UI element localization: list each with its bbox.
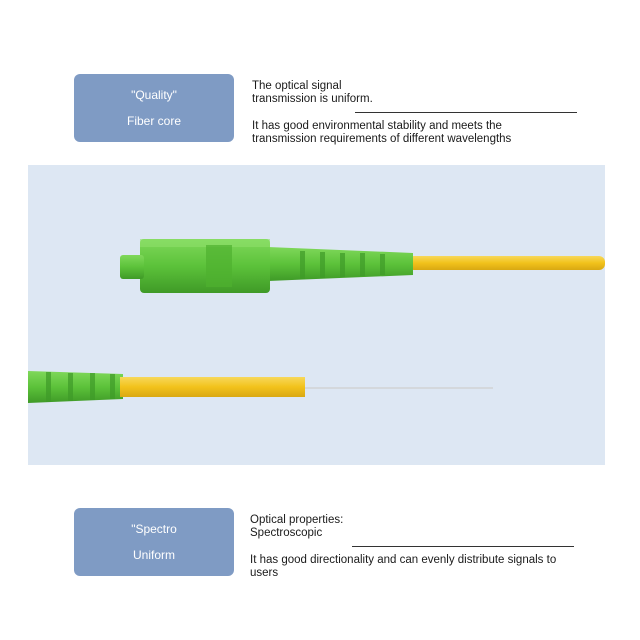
top-description-2: [252, 120, 582, 146]
spectro-uniform-badge: [74, 508, 234, 576]
badge-spectro-label: "Spectro: [131, 522, 177, 536]
sc-connector-top: [120, 239, 605, 293]
quality-fiber-core-badge: [74, 74, 234, 142]
badge-quality-label: "Quality": [131, 88, 177, 102]
fiber-patch-cord-photo: [28, 165, 605, 465]
bottom-text-line-2: Spectroscopic: [250, 527, 323, 539]
bottom-description-2: [250, 554, 610, 580]
bottom-text-line-3: It has good directionality and can evenly distribute signals to: [250, 554, 557, 566]
badge-uniform-label: Uniform: [132, 548, 175, 562]
bottom-description-1: [250, 514, 490, 540]
bottom-divider-line: [352, 546, 574, 547]
top-text-line-2: transmission is uniform.: [252, 93, 373, 105]
top-description-1: [252, 80, 492, 106]
top-text-line-4: transmission requirements of different wavelengths: [252, 133, 512, 145]
fiber-cable-illustration: [28, 165, 605, 465]
bottom-text-line-1: Optical properties:: [250, 514, 344, 526]
top-divider-line: [355, 112, 577, 113]
top-text-line-3: It has good environmental stability and meets the: [252, 120, 502, 132]
stripped-fiber-end: [28, 371, 493, 403]
top-text-line-1: The optical signal: [252, 80, 342, 92]
bottom-text-line-4: users: [250, 567, 279, 579]
badge-fiber-core-label: Fiber core: [126, 114, 182, 128]
